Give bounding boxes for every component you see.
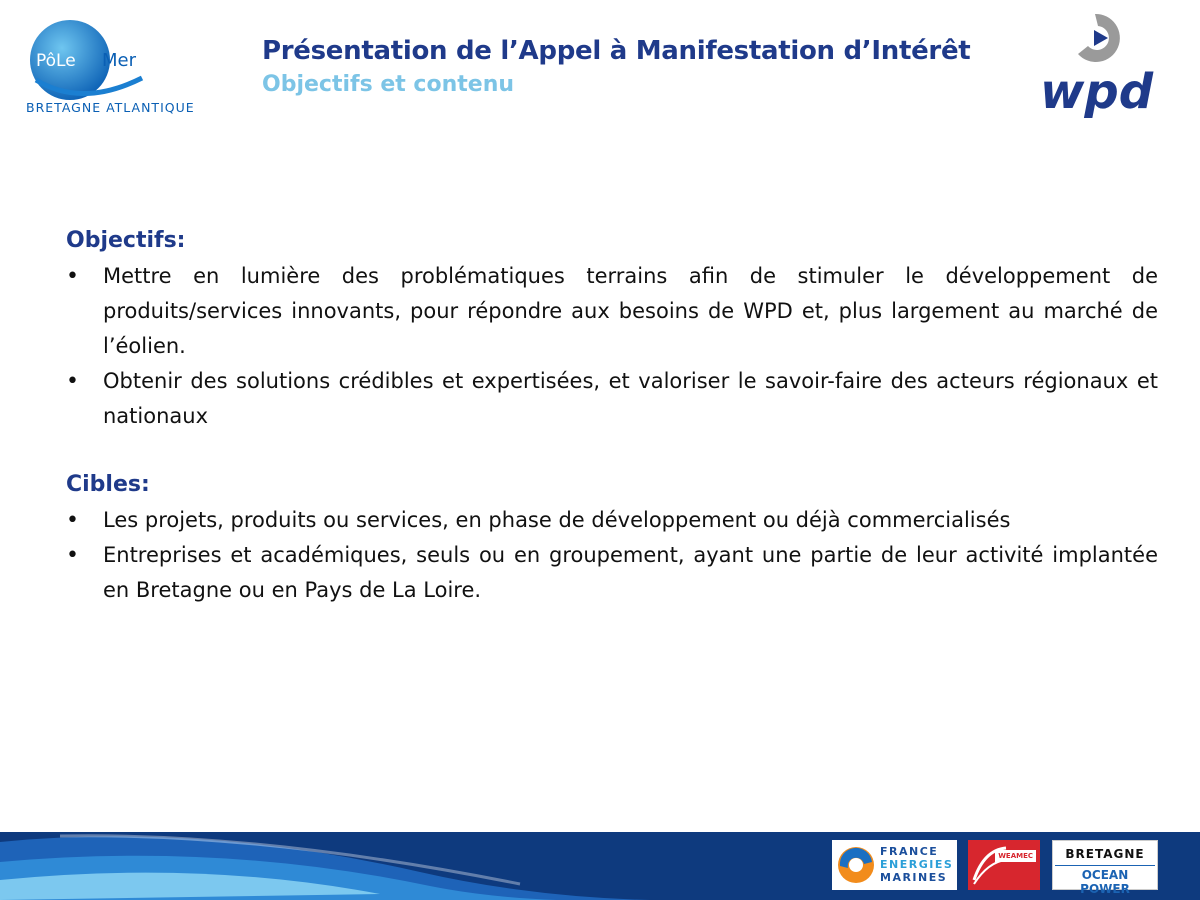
- section-objectifs: [66, 228, 1158, 434]
- footer-banner: [0, 832, 1200, 900]
- section-cibles: [66, 472, 1158, 608]
- list-item: • Les projets, produits ou services, en phase de développement ou déjà commercialisés: [66, 503, 1158, 538]
- bop-top-text: BRETAGNE: [1065, 847, 1145, 861]
- header: [262, 36, 970, 97]
- bullet-list: [66, 503, 1158, 608]
- bop-bottom-text: OCEAN POWER: [1055, 865, 1155, 896]
- slide-content: [66, 228, 1158, 608]
- pole-mer-logo: [22, 18, 232, 118]
- wpd-logo: [1040, 8, 1160, 128]
- page-subtitle: Objectifs et contenu: [262, 72, 515, 97]
- france-energies-marines-logo: [832, 840, 957, 890]
- pole-mer-text-a: PôLe: [36, 51, 76, 71]
- bretagne-ocean-power-logo: [1052, 840, 1158, 896]
- fem-line-1: FRANCE: [880, 845, 939, 858]
- pole-mer-subtext: BRETAGNE ATLANTIQUE: [26, 100, 195, 115]
- weamec-text: WEAMEC: [995, 850, 1036, 862]
- wpd-logo-text: wpd: [1040, 64, 1154, 120]
- section-heading: Cibles:: [66, 472, 150, 497]
- page-title: Présentation de l’Appel à Manifestation d’Intérêt: [262, 36, 971, 66]
- list-item: • Entreprises et académiques, seuls ou en groupement, ayant une partie de leur activité implantée en Bretagne ou en Pays de La Loire.: [66, 538, 1158, 608]
- list-item: • Obtenir des solutions crédibles et expertisées, et valoriser le savoir-faire des acteurs régionaux et nationaux: [66, 364, 1158, 434]
- list-item: • Mettre en lumière des problématiques terrains afin de stimuler le développement de produits/services innovants, pour répondre aux besoins de WPD et, plus largement au marché de l’éolien.: [66, 259, 1158, 364]
- bullet-list: [66, 259, 1158, 434]
- fem-line-3: MARINES: [880, 871, 948, 884]
- weamec-logo: [968, 840, 1040, 890]
- fem-line-2: ENERGIES: [880, 858, 954, 871]
- pole-mer-text-b: Mer: [102, 50, 137, 71]
- section-heading: Objectifs:: [66, 228, 186, 253]
